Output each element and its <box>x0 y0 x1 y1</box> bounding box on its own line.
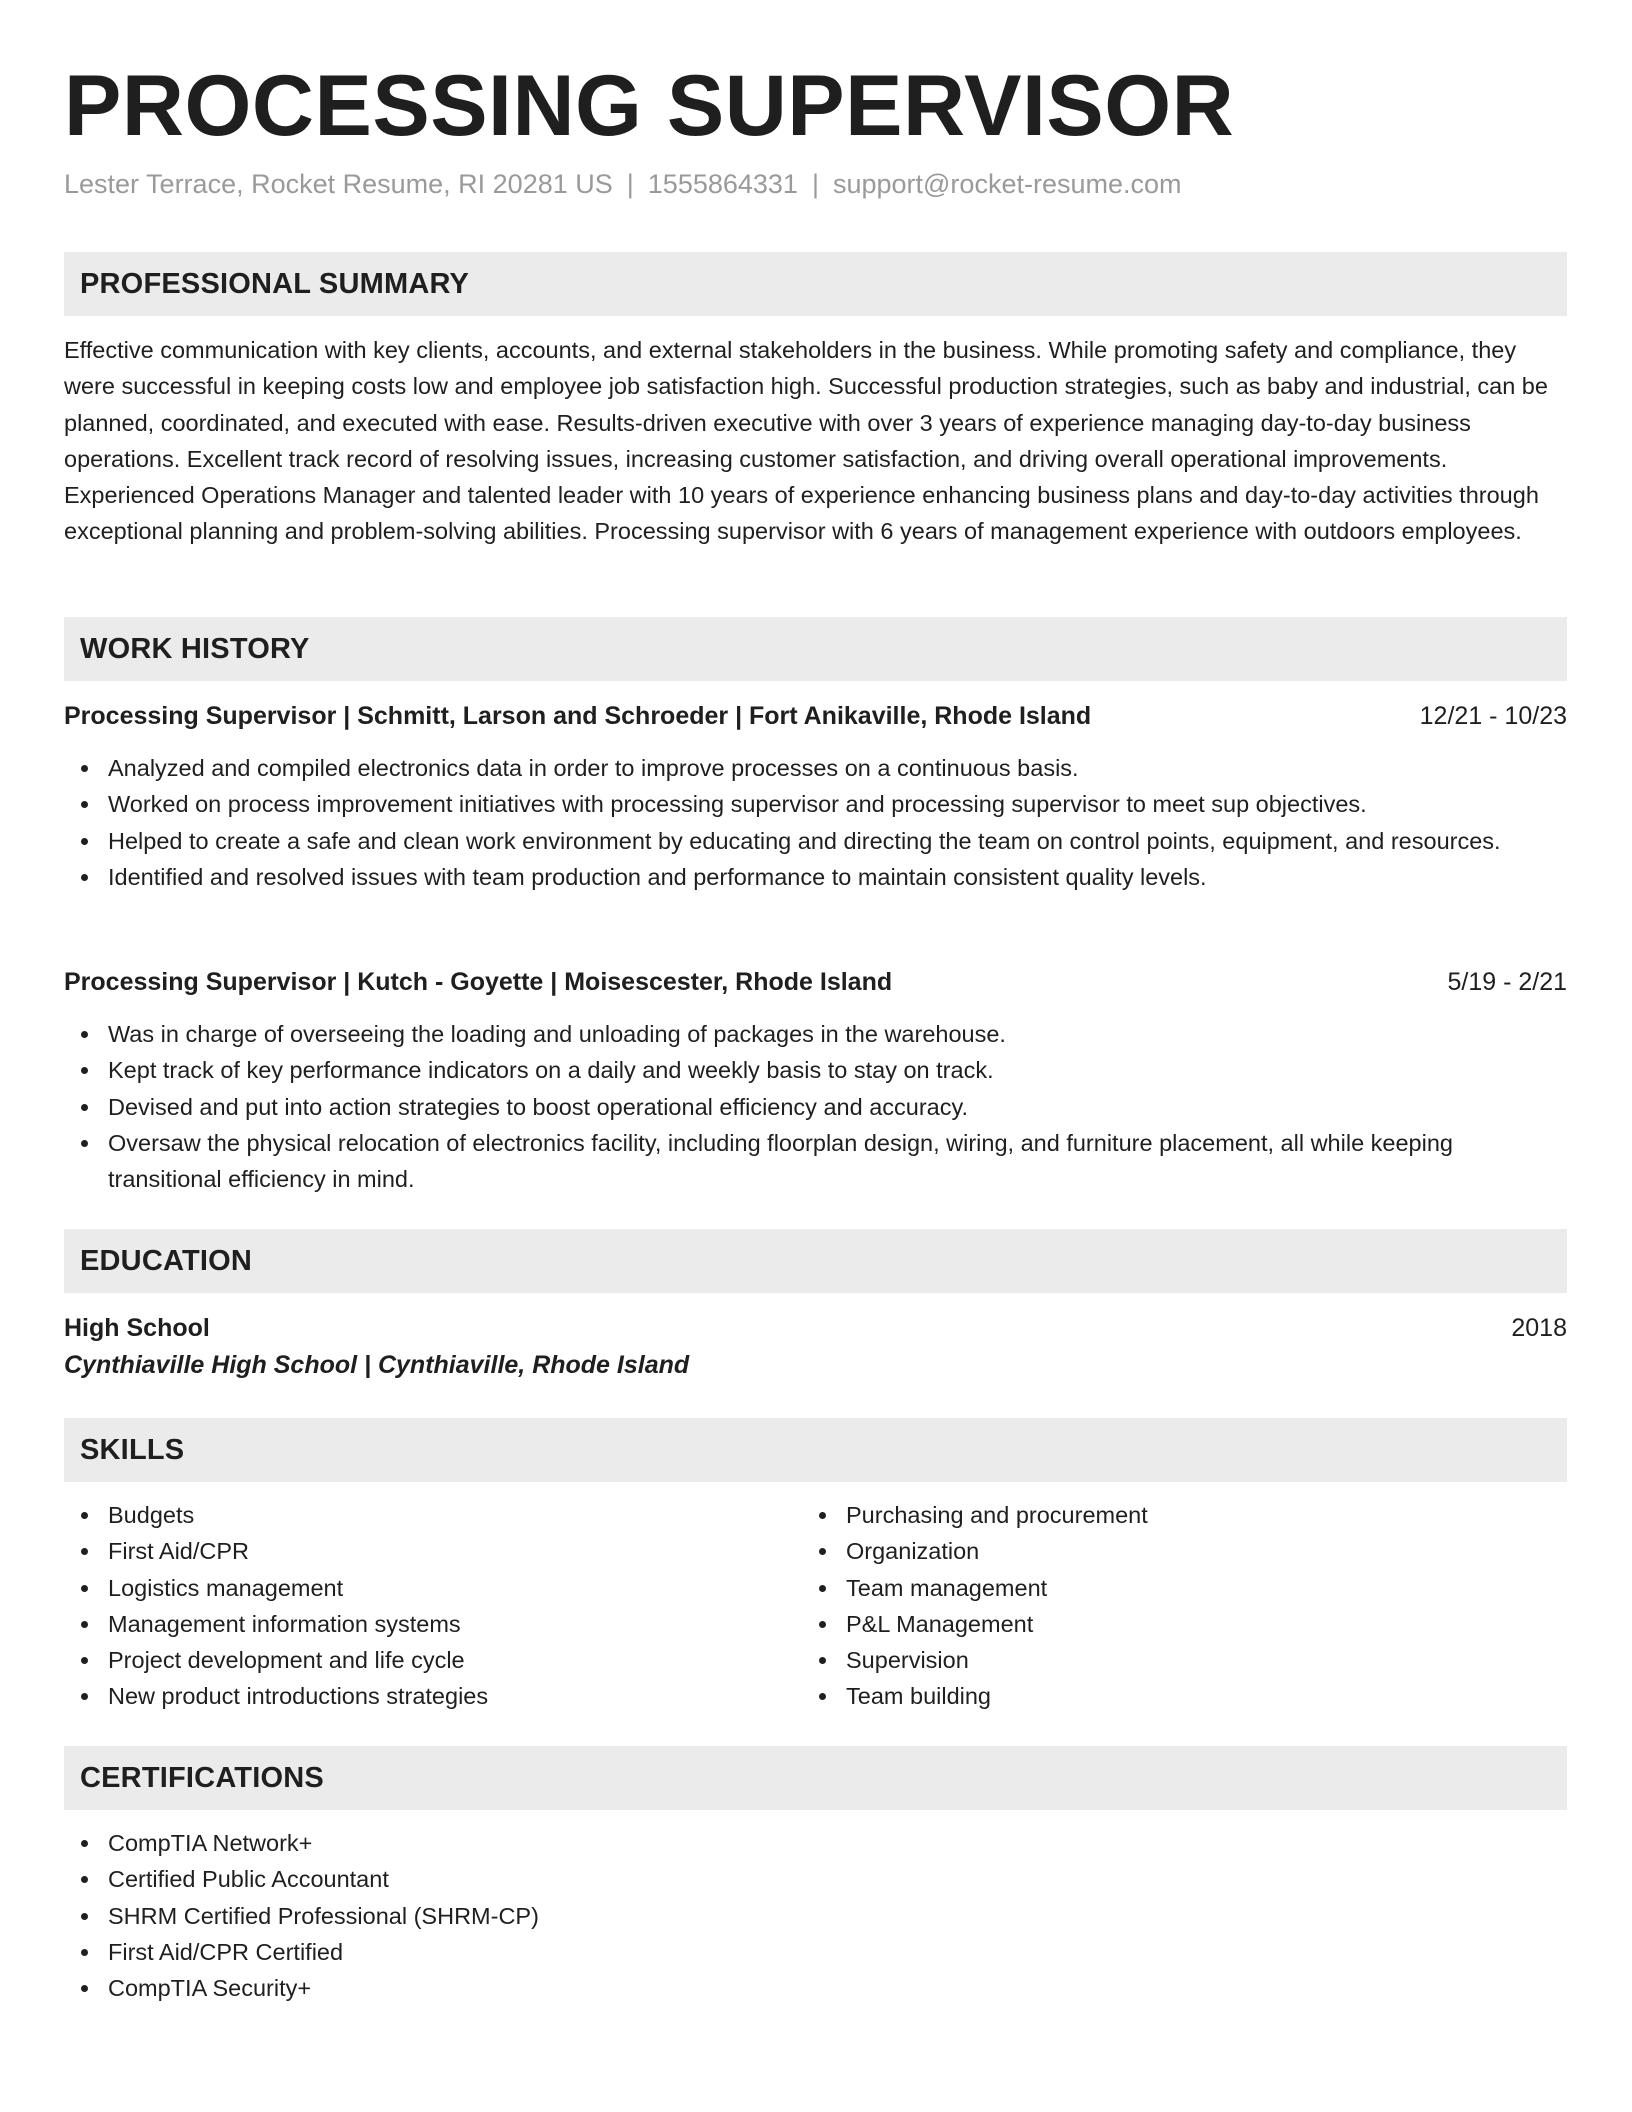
job-header <box>64 698 1567 734</box>
list-item: Identified and resolved issues with team production and performance to maintain consistent quality levels. <box>64 859 1567 895</box>
list-item: CompTIA Security+ <box>64 1970 1567 2006</box>
summary-text: Effective communication with key clients, accounts, and external stakeholders in the business. While promoting safety and compliance, they were successful in keeping costs low and employee job satisfaction high. Successful production strategies, such as baby and industrial, can be planned, coordinated, and executed with ease. Results-driven executive with over 3 years of experience managing day-to-day business operations. Excellent track record of resolving issues, increasing customer satisfaction, and driving overall operational improvements. Experienced Operations Manager and talented leader with 10 years of experience enhancing business plans and day-to-day activities through exceptional planning and problem-solving abilities. Processing supervisor with 6 years of management experience with outdoors employees. <box>64 337 1548 545</box>
list-item: Certified Public Accountant <box>64 1861 1567 1897</box>
email: support@rocket-resume.com <box>832 169 1182 199</box>
list-item: P&L Management <box>802 1606 1542 1642</box>
job-title: Processing Supervisor | Schmitt, Larson and Schroeder | Fort Anikaville, Rhode Island <box>64 702 1092 730</box>
list-item: First Aid/CPR Certified <box>64 1934 1567 1970</box>
list-item: Purchasing and procurement <box>802 1497 1542 1533</box>
degree: High School <box>64 1314 210 1342</box>
list-item: Devised and put into action strategies to boost operational efficiency and accuracy. <box>64 1089 1567 1125</box>
list-item: Was in charge of overseeing the loading and unloading of packages in the warehouse. <box>64 1016 1567 1052</box>
education-year: 2018 <box>1511 1314 1567 1342</box>
list-item: Analyzed and compiled electronics data in order to improve processes on a continuous basis. <box>64 750 1567 786</box>
job-header <box>64 964 1567 1000</box>
education-header <box>64 1310 1567 1346</box>
skills-list-right <box>802 1497 1542 1715</box>
job-bullets <box>64 1016 1567 1197</box>
list-item: Oversaw the physical relocation of electronics facility, including floorplan design, wiring, and furniture placement, all while keeping transitional efficiency in mind. <box>64 1125 1567 1198</box>
section-title: WORK HISTORY <box>80 633 310 665</box>
phone: 1555864331 <box>647 169 798 199</box>
section-title: SKILLS <box>80 1434 185 1466</box>
list-item: Team building <box>802 1678 1542 1714</box>
list-item: SHRM Certified Professional (SHRM-CP) <box>64 1898 1567 1934</box>
list-item: Project development and life cycle <box>64 1642 804 1678</box>
list-item: CompTIA Network+ <box>64 1825 1567 1861</box>
list-item: Team management <box>802 1570 1542 1606</box>
job-dates: 5/19 - 2/21 <box>1447 968 1567 996</box>
contact-line <box>64 166 1564 202</box>
separator: | <box>626 169 634 199</box>
separator: | <box>811 169 819 199</box>
education-section-header <box>64 1229 1567 1293</box>
list-item: Worked on process improvement initiatives with processing supervisor and processing supervisor to meet sup objectives. <box>64 786 1567 822</box>
section-title: PROFESSIONAL SUMMARY <box>80 268 470 300</box>
list-item: First Aid/CPR <box>64 1533 804 1569</box>
section-title: CERTIFICATIONS <box>80 1762 324 1794</box>
job-title: Processing Supervisor | Kutch - Goyette | Moisescester, Rhode Island <box>64 968 893 996</box>
skills-section-header <box>64 1418 1567 1482</box>
list-item: Logistics management <box>64 1570 804 1606</box>
candidate-name: PROCESSING SUPERVISOR <box>64 58 1235 154</box>
list-item: Organization <box>802 1533 1542 1569</box>
list-item: Supervision <box>802 1642 1542 1678</box>
summary-section-header <box>64 252 1567 316</box>
list-item: New product introductions strategies <box>64 1678 804 1714</box>
skills-list-left <box>64 1497 804 1715</box>
work-history-section-header <box>64 617 1567 681</box>
certifications-list <box>64 1825 1567 2006</box>
list-item: Budgets <box>64 1497 804 1533</box>
job-bullets <box>64 750 1567 895</box>
list-item: Helped to create a safe and clean work environment by educating and directing the team on control points, equipment, and resources. <box>64 823 1567 859</box>
certifications-section-header <box>64 1746 1567 1810</box>
section-title: EDUCATION <box>80 1245 253 1277</box>
job-dates: 12/21 - 10/23 <box>1419 702 1567 730</box>
list-item: Kept track of key performance indicators on a daily and weekly basis to stay on track. <box>64 1052 1567 1088</box>
address: Lester Terrace, Rocket Resume, RI 20281 US <box>64 169 613 199</box>
school-name: Cynthiaville High School | Cynthiaville, Rhode Island <box>64 1351 690 1379</box>
list-item: Management information systems <box>64 1606 804 1642</box>
